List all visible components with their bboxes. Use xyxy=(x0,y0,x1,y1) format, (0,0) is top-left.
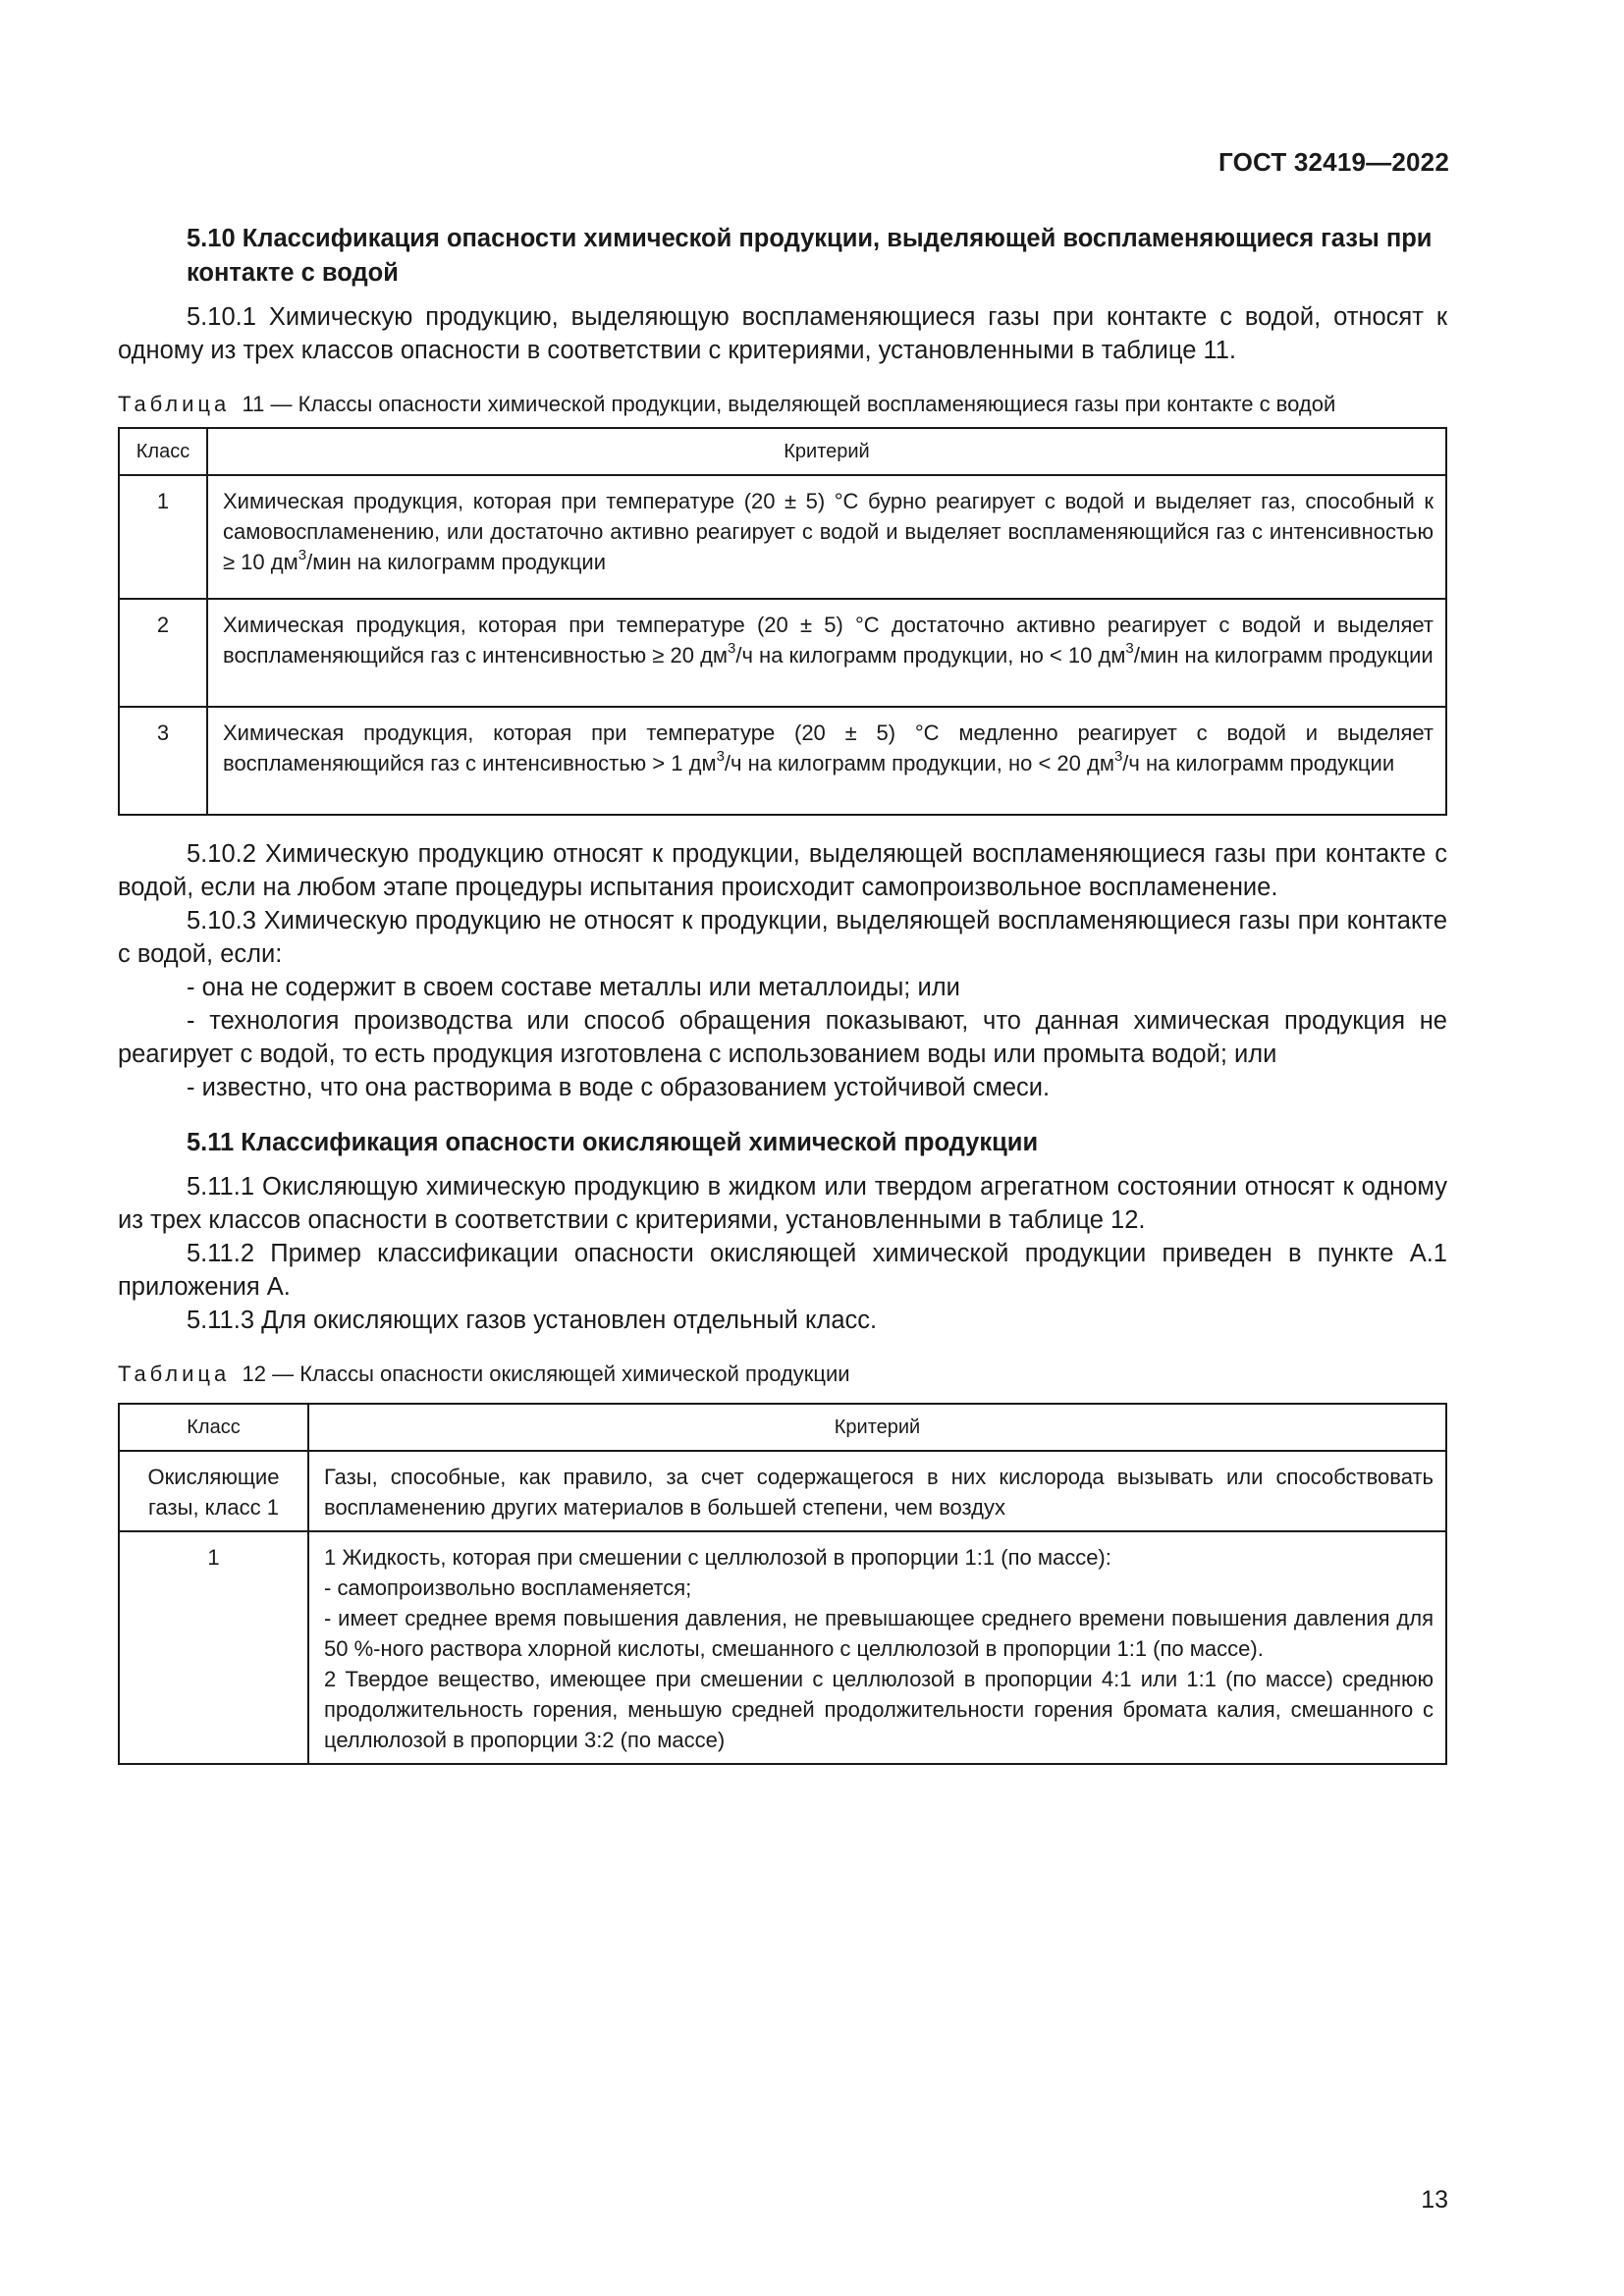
criterion-cell: Газы, способные, как правило, за счет содержащегося в них кислорода вызывать или способствовать воспламенению других материалов в большей степени, чем воздух xyxy=(308,1451,1446,1531)
page-number: 13 xyxy=(1421,2186,1448,2214)
list-item: - технология производства или способ обращения показывают, что данная химическая продукция не реагирует с водой, то есть продукция изготовлена с использованием воды или промыта водой; или xyxy=(118,1007,1447,1068)
document-id: ГОСТ 32419—2022 xyxy=(1218,147,1449,177)
list-item: - она не содержит в своем составе металлы или металлоиды; или xyxy=(187,974,960,1001)
section-5-11-title: 5.11 Классификация опасности окисляющей химической продукции xyxy=(187,1129,1039,1156)
class-cell: 1 xyxy=(119,475,207,599)
class-cell: Окисляющие газы, класс 1 xyxy=(119,1451,308,1531)
table-12-caption xyxy=(118,1359,1447,1389)
criterion-line: 1 Жидкость, которая при смешении с целлюлозой в пропорции 1:1 (по массе): xyxy=(324,1545,1111,1570)
class-cell: 3 xyxy=(119,707,207,815)
table-12 xyxy=(118,1403,1447,1765)
superscript: 3 xyxy=(716,747,725,765)
paragraph-5-11-2: 5.11.2 Пример классификации опасности окисляющей химической продукции приведен в пункте А.1 приложения А. xyxy=(118,1240,1447,1301)
table-row xyxy=(119,1451,1446,1531)
table-header-row xyxy=(119,428,1446,475)
column-header-class: Класс xyxy=(119,428,207,475)
paragraph-5-11-1: 5.11.1 Окисляющую химическую продукцию в жидком или твердом агрегатном состоянии относят к одному из трех классов опасности в соответствии с критериями, установленными в таблице 12. xyxy=(118,1173,1447,1234)
table-12-caption-text: 12 — Классы опасности окисляющей химической продукции xyxy=(242,1362,850,1386)
superscript: 3 xyxy=(728,639,736,657)
section-5-10-title: 5.10 Классификация опасности химической продукции, выделяющей воспламеняющиеся газы при контакте с водой xyxy=(187,225,1433,287)
paragraph-5-10-3: 5.10.3 Химическую продукцию не относят к продукции, выделяющей воспламеняющиеся газы при контакте с водой, если: xyxy=(118,907,1447,968)
paragraph-5-10-2: 5.10.2 Химическую продукцию относят к продукции, выделяющей воспламеняющиеся газы при контакте с водой, если на любом этапе процедуры испытания происходит самопроизвольное воспламенение. xyxy=(118,840,1447,901)
column-header-criterion: Критерий xyxy=(308,1404,1446,1451)
column-header-class: Класс xyxy=(119,1404,308,1451)
paragraph-5-10-1: 5.10.1 Химическую продукцию, выделяющую воспламеняющиеся газы при контакте с водой, относят к одному из трех классов опасности в соответствии с критериями, установленными в таблице 11. xyxy=(118,303,1447,364)
criterion-text: /ч на килограмм продукции xyxy=(1122,751,1395,775)
column-header-criterion: Критерий xyxy=(207,428,1446,475)
table-row xyxy=(119,599,1446,707)
criterion-cell xyxy=(207,475,1446,599)
table-11-caption-text: 11 — Классы опасности химической продукции, выделяющей воспламеняющиеся газы при контакте с водой xyxy=(242,392,1336,416)
criterion-line: - самопроизвольно воспламеняется; xyxy=(324,1575,692,1600)
table-row xyxy=(119,1531,1446,1764)
criterion-text: /мин на килограмм продукции xyxy=(1133,643,1434,667)
table-11-caption xyxy=(118,389,1447,419)
criterion-text: /ч на килограмм продукции, но < 10 дм xyxy=(735,643,1126,667)
criterion-text: Химическая продукция, которая при температуре (20 ± 5) °С медленно реагирует с водой и выделяет воспламеняющийся газ с интенсивностью > 1 дм xyxy=(223,721,1434,775)
superscript: 3 xyxy=(298,546,307,563)
class-cell: 2 xyxy=(119,599,207,707)
superscript: 3 xyxy=(1125,639,1134,657)
table-row xyxy=(119,707,1446,815)
criterion-text: /ч на килограмм продукции, но < 20 дм xyxy=(724,751,1114,775)
criterion-text: Химическая продукция, которая при температуре (20 ± 5) °С бурно реагирует с водой и выделяет газ, способный к самовоспламенению, или достаточно активно реагирует с водой и выделяет воспламеняющийся газ с интенсивностью ≥ 10 дм xyxy=(223,489,1434,574)
class-cell: 1 xyxy=(119,1531,308,1764)
criterion-line: 2 Твердое вещество, имеющее при смешении с целлюлозой в пропорции 4:1 или 1:1 (по массе) среднюю продолжительность горения, меньшую средней продолжительности горения бромата калия, смешанного с целлюлозой в пропорции 3:2 (по массе) xyxy=(324,1667,1434,1752)
criterion-cell xyxy=(207,599,1446,707)
superscript: 3 xyxy=(1113,747,1123,765)
table-row xyxy=(119,475,1446,599)
table-header-row xyxy=(119,1404,1446,1451)
criterion-line: - имеет среднее время повышения давления, не превышающее среднего времени повышения давления для 50 %-ного раствора хлорной кислоты, смешанного с целлюлозой в пропорции 1:1 (по массе). xyxy=(324,1606,1434,1661)
table-12-caption-label: Таблица xyxy=(118,1362,231,1386)
criterion-text: /мин на килограмм продукции xyxy=(306,550,606,574)
table-11 xyxy=(118,427,1447,816)
list-item: - известно, что она растворима в воде с образованием устойчивой смеси. xyxy=(187,1074,1051,1101)
table-11-caption-label: Таблица xyxy=(118,392,231,416)
page-content xyxy=(118,222,1447,1765)
paragraph-5-11-3: 5.11.3 Для окисляющих газов установлен отдельный класс. xyxy=(187,1307,878,1334)
criterion-cell xyxy=(207,707,1446,815)
criterion-cell xyxy=(308,1531,1446,1764)
criterion-text: Химическая продукция, которая при температуре (20 ± 5) °С достаточно активно реагирует с водой и выделяет воспламеняющийся газ с интенсивностью ≥ 20 дм xyxy=(223,613,1434,667)
